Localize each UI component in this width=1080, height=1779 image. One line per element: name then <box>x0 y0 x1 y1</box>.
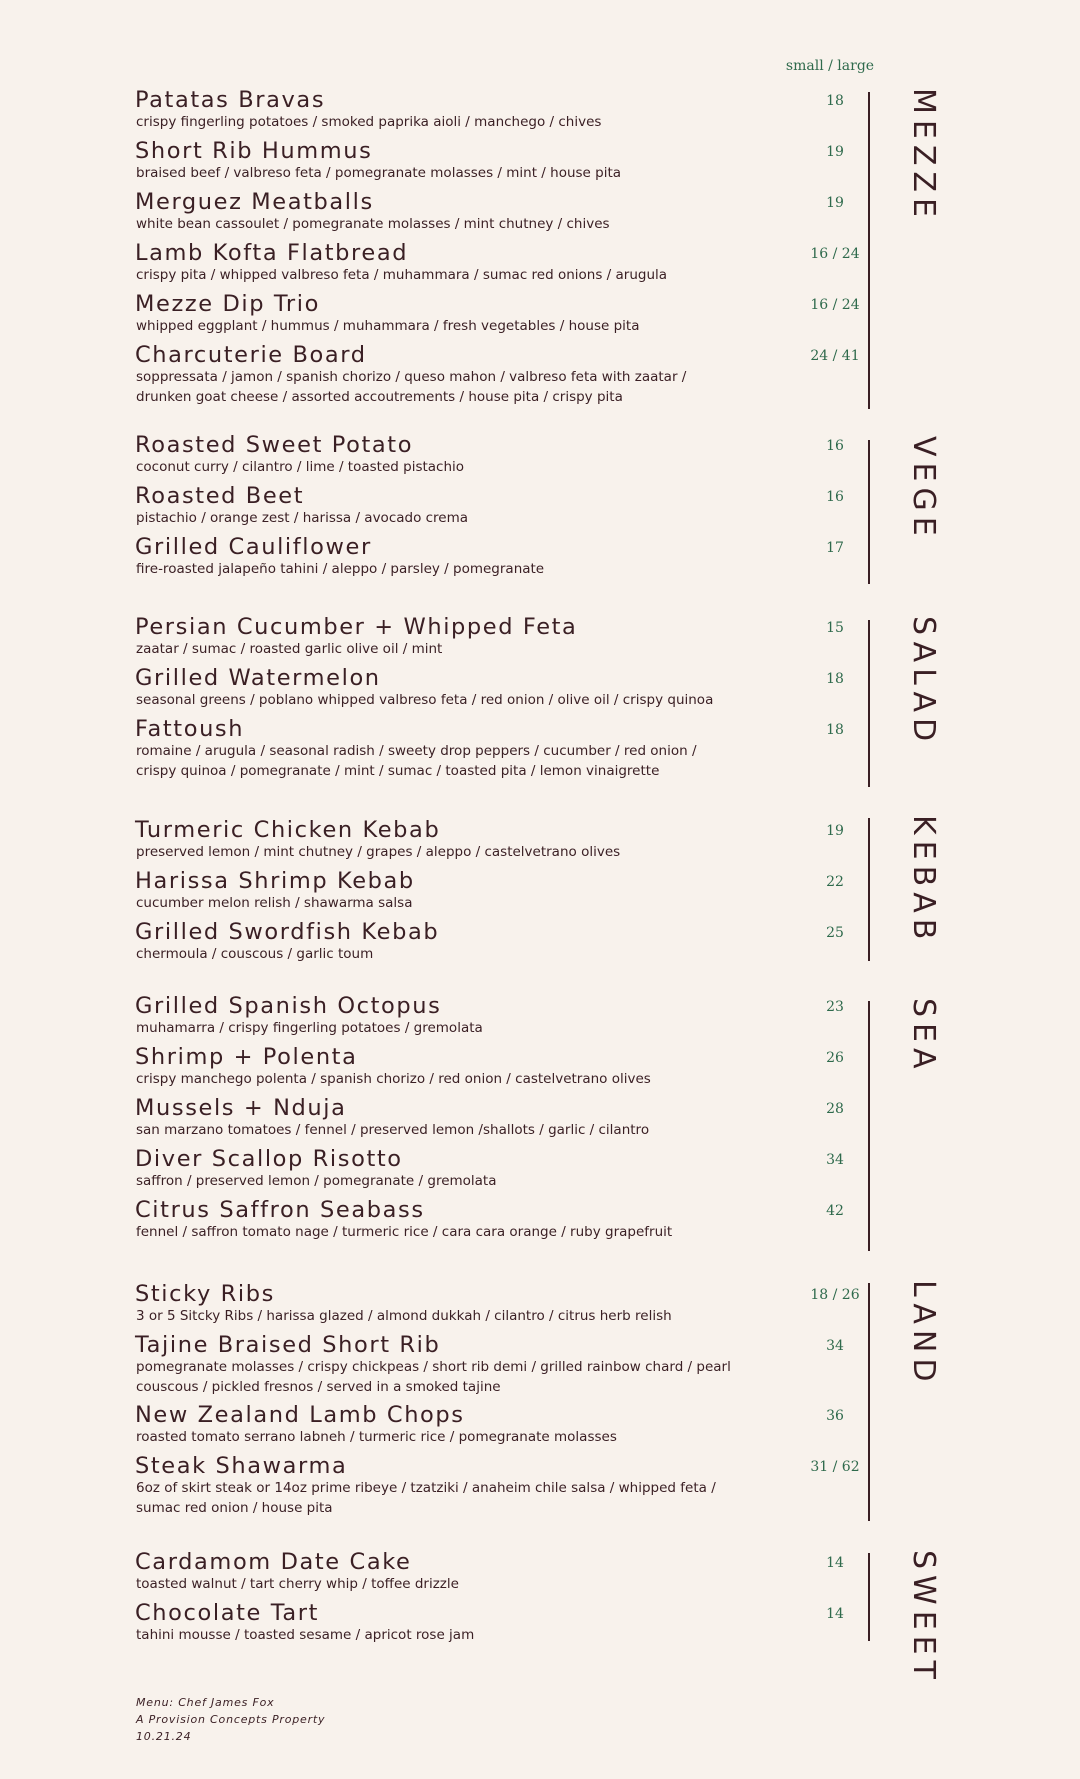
item-description: tahini mousse / toasted sesame / apricot rose jam <box>136 1627 475 1643</box>
item-description: white bean cassoulet / pomegranate molasses / mint chutney / chives <box>136 216 610 232</box>
item-description: braised beef / valbreso feta / pomegranate molasses / mint / house pita <box>136 165 622 181</box>
item-price: 23 <box>826 999 844 1015</box>
item-name: Charcuterie Board <box>135 342 367 368</box>
item-name: Short Rib Hummus <box>135 138 373 164</box>
item-name: Grilled Swordfish Kebab <box>135 919 440 945</box>
item-price: 18 <box>826 671 844 687</box>
item-description: zaatar / sumac / roasted garlic olive oil / mint <box>136 641 443 657</box>
item-description: toasted walnut / tart cherry whip / toffee drizzle <box>136 1576 459 1592</box>
item-price: 17 <box>826 540 844 556</box>
item-price: 16 / 24 <box>810 246 860 262</box>
item-price: 36 <box>826 1408 844 1424</box>
item-price: 15 <box>826 620 844 636</box>
item-price: 16 / 24 <box>810 297 860 313</box>
item-name: Roasted Beet <box>135 483 305 509</box>
item-price: 22 <box>826 874 844 890</box>
item-name: Grilled Watermelon <box>135 665 381 691</box>
item-price: 18 <box>826 93 844 109</box>
item-name: Citrus Saffron Seabass <box>135 1197 425 1223</box>
item-price: 31 / 62 <box>810 1459 860 1475</box>
item-name: Turmeric Chicken Kebab <box>135 817 441 843</box>
item-description: whipped eggplant / hummus / muhammara / fresh vegetables / house pita <box>136 318 640 334</box>
menu-footer <box>136 1694 325 1745</box>
item-name: Merguez Meatballs <box>135 189 374 215</box>
item-name: Sticky Ribs <box>135 1281 275 1307</box>
category-label: SEA <box>906 998 941 1075</box>
item-price: 34 <box>826 1152 844 1168</box>
item-price: 28 <box>826 1101 844 1117</box>
section-divider-line <box>868 440 870 584</box>
item-description: 6oz of skirt steak or 14oz prime ribeye / tzatziki / anaheim chile salsa / whipped feta / sumac red onion / house pita <box>136 1480 716 1516</box>
item-description: seasonal greens / poblano whipped valbreso feta / red onion / olive oil / crispy quinoa <box>136 692 714 708</box>
item-price: 19 <box>826 823 844 839</box>
item-price: 34 <box>826 1338 844 1354</box>
item-name: Patatas Bravas <box>135 87 326 113</box>
item-description: roasted tomato serrano labneh / turmeric rice / pomegranate molasses <box>136 1429 617 1445</box>
footer-property: A Provision Concepts Property <box>136 1713 326 1726</box>
item-description: fire-roasted jalapeño tahini / aleppo / parsley / pomegranate <box>136 561 545 577</box>
item-name: Mussels + Nduja <box>135 1095 347 1121</box>
item-description: preserved lemon / mint chutney / grapes / aleppo / castelvetrano olives <box>136 844 621 860</box>
category-label: MEZZE <box>906 88 941 223</box>
item-name: Persian Cucumber + Whipped Feta <box>135 614 578 640</box>
item-description: muhamarra / crispy fingerling potatoes / gremolata <box>136 1020 483 1036</box>
item-name: Lamb Kofta Flatbread <box>135 240 409 266</box>
item-name: Chocolate Tart <box>135 1600 320 1626</box>
item-name: Tajine Braised Short Rib <box>135 1332 441 1358</box>
item-description: pomegranate molasses / crispy chickpeas / short rib demi / grilled rainbow chard / pearl couscous / pickled fresnos / served in a smoked tajine <box>136 1359 731 1395</box>
item-price: 16 <box>826 438 844 454</box>
item-name: Roasted Sweet Potato <box>135 432 414 458</box>
item-description: coconut curry / cilantro / lime / toasted pistachio <box>136 459 465 475</box>
footer-chef-credit: Menu: Chef James Fox <box>136 1696 275 1709</box>
item-description: saffron / preserved lemon / pomegranate / gremolata <box>136 1173 497 1189</box>
item-name: New Zealand Lamb Chops <box>135 1402 465 1428</box>
category-label: KEBAB <box>906 815 941 946</box>
category-label: VEGE <box>906 436 941 542</box>
section-divider-line <box>868 1283 870 1521</box>
item-description: fennel / saffron tomato nage / turmeric rice / cara cara orange / ruby grapefruit <box>136 1224 673 1240</box>
item-description: 3 or 5 Sitcky Ribs / harissa glazed / almond dukkah / cilantro / citrus herb relish <box>136 1308 672 1324</box>
item-price: 19 <box>826 195 844 211</box>
item-name: Diver Scallop Risotto <box>135 1146 403 1172</box>
item-name: Steak Shawarma <box>135 1453 348 1479</box>
item-price: 18 <box>826 722 844 738</box>
item-name: Mezze Dip Trio <box>135 291 320 317</box>
item-price: 14 <box>826 1555 844 1571</box>
item-name: Cardamom Date Cake <box>135 1549 412 1575</box>
item-price: 42 <box>826 1203 844 1219</box>
item-description: cucumber melon relish / shawarma salsa <box>136 895 413 911</box>
item-description: crispy pita / whipped valbreso feta / muhammara / sumac red onions / arugula <box>136 267 668 283</box>
item-price: 26 <box>826 1050 844 1066</box>
size-header: small / large <box>785 58 875 74</box>
item-name: Harissa Shrimp Kebab <box>135 868 415 894</box>
item-name: Fattoush <box>135 716 245 742</box>
category-label: LAND <box>906 1280 941 1388</box>
item-price: 25 <box>826 925 844 941</box>
item-price: 19 <box>826 144 844 160</box>
item-price: 24 / 41 <box>810 348 860 364</box>
item-description: crispy fingerling potatoes / smoked paprika aioli / manchego / chives <box>136 114 602 130</box>
item-description: san marzano tomatoes / fennel / preserved lemon /shallots / garlic / cilantro <box>136 1122 650 1138</box>
section-divider-line <box>868 620 870 787</box>
category-label: SALAD <box>906 616 941 748</box>
item-price: 16 <box>826 489 844 505</box>
item-name: Grilled Cauliflower <box>135 534 372 560</box>
category-label: SWEET <box>906 1550 941 1685</box>
item-price: 14 <box>826 1606 844 1622</box>
item-name: Shrimp + Polenta <box>135 1044 358 1070</box>
item-description: chermoula / couscous / garlic toum <box>136 946 374 962</box>
item-description: pistachio / orange zest / harissa / avocado crema <box>136 510 469 526</box>
item-description: crispy manchego polenta / spanish chorizo / red onion / castelvetrano olives <box>136 1071 651 1087</box>
item-description: soppressata / jamon / spanish chorizo / queso mahon / valbreso feta with zaatar / drunken goat cheese / assorted accoutrements / house pita / crispy pita <box>136 369 687 405</box>
item-price: 18 / 26 <box>810 1287 860 1303</box>
footer-date: 10.21.24 <box>136 1730 192 1743</box>
item-name: Grilled Spanish Octopus <box>135 993 442 1019</box>
item-description: romaine / arugula / seasonal radish / sweety drop peppers / cucumber / red onion / crispy quinoa / pomegranate / mint / sumac / toasted pita / lemon vinaigrette <box>136 743 697 779</box>
